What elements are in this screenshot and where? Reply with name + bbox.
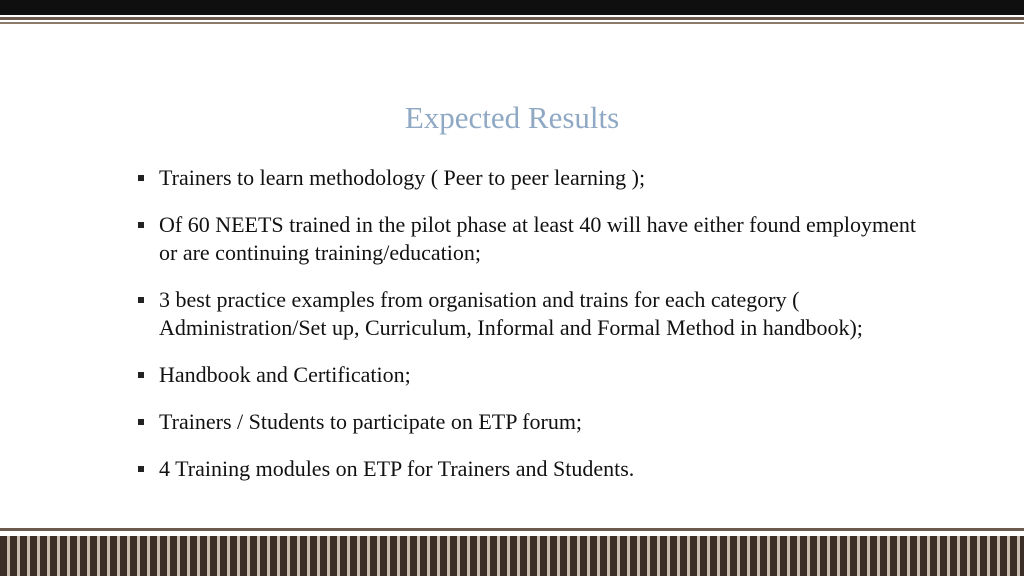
bullet-item (134, 164, 934, 192)
top-decorative-band (0, 0, 1024, 15)
bullet-item (134, 211, 934, 267)
bullet-item (134, 408, 934, 436)
square-bullet-icon (138, 175, 144, 181)
bullet-item (134, 361, 934, 389)
top-decorative-line (0, 17, 1024, 20)
bullet-text: 4 Training modules on ETP for Trainers and Students. (159, 456, 635, 481)
slide-title: Expected Results (404, 100, 620, 135)
square-bullet-icon (138, 372, 144, 378)
square-bullet-icon (138, 297, 144, 303)
bullet-text: Trainers to learn methodology ( Peer to peer learning ); (159, 165, 646, 190)
bullet-item (134, 455, 934, 483)
bullet-text: 3 best practice examples from organisation and trains for each category ( Administration/Set up, Curriculum, Informal and Formal Method in handbook); (159, 287, 863, 340)
top-decorative-line-thin (0, 22, 1024, 24)
bottom-striped-band (0, 536, 1024, 576)
square-bullet-icon (138, 466, 144, 472)
bullet-text: Trainers / Students to participate on ETP forum; (159, 409, 583, 434)
bottom-decorative-line (0, 528, 1024, 531)
bullet-text: Handbook and Certification; (159, 362, 411, 387)
square-bullet-icon (138, 222, 144, 228)
bullet-item (134, 286, 934, 342)
bullet-text: Of 60 NEETS trained in the pilot phase at least 40 will have either found employment or are continuing training/education; (159, 212, 916, 265)
square-bullet-icon (138, 419, 144, 425)
bullet-list (134, 164, 934, 502)
